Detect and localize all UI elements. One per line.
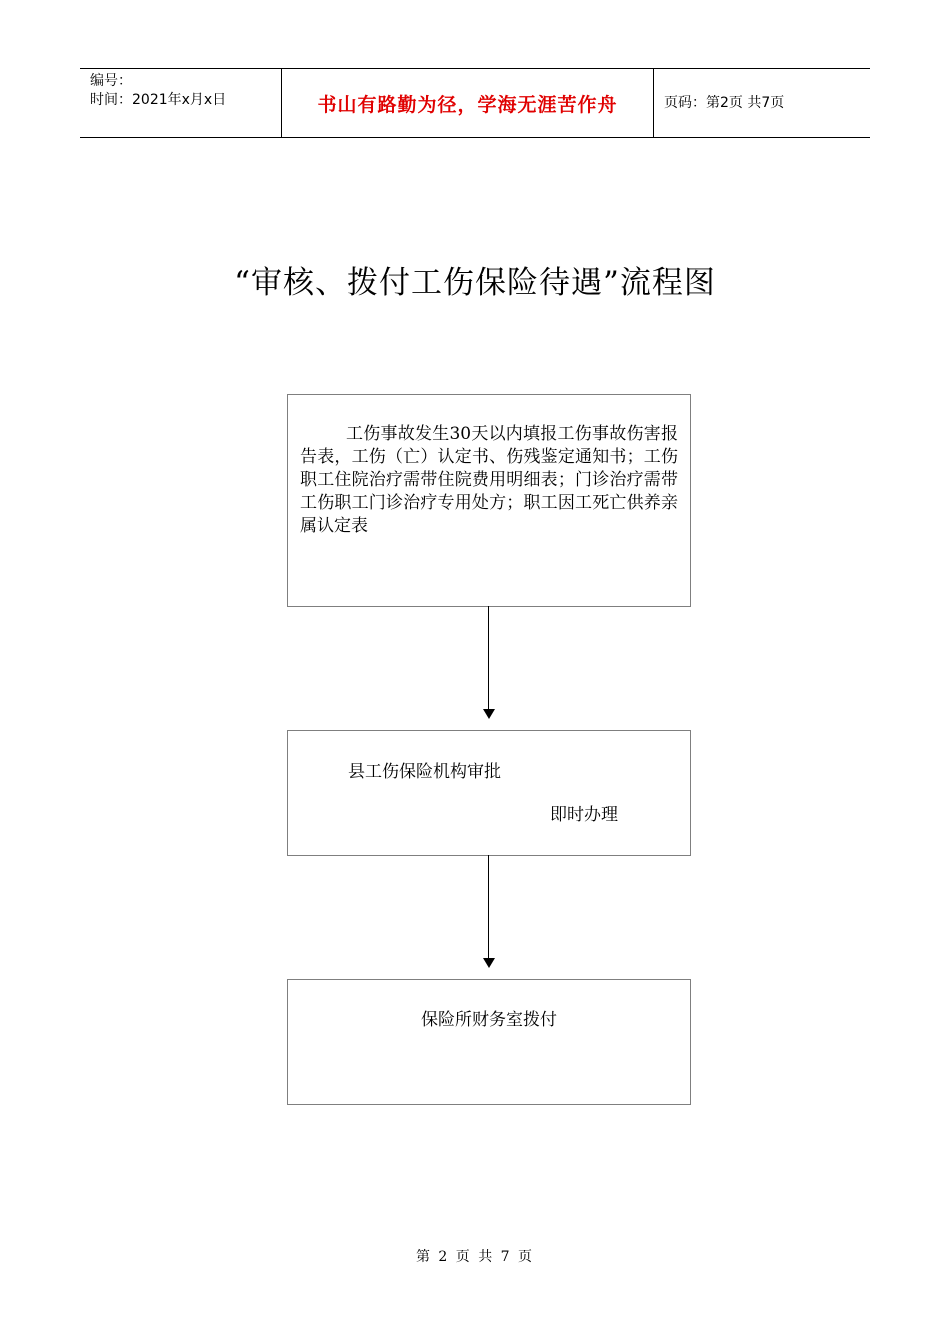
flow-step-2-note: 即时办理 [550,805,618,825]
flow-step-1-text: 工伤事故发生30天以内填报工伤事故伤害报告表，工伤（亡）认定书、伤残鉴定通知书；工伤职工住院治疗需带住院费用明细表；门诊治疗需带工伤职工门诊治疗专用处方；职工因工死亡供养亲属认定表 [300,424,678,536]
header-info-cell [80,69,282,137]
motto-text: 书山有路勤为径，学海无涯苦作舟 [317,94,618,116]
flow-step-2-title: 县工伤保险机构审批 [348,762,501,782]
header-page-info: 页码：第2页 共7页 [664,95,785,111]
document-header [80,68,870,138]
page-title: “审核、拨付工伤保险待遇”流程图 [234,265,716,301]
header-motto-cell [282,69,654,137]
date-label: 时间：2021年x月x日 [90,92,227,108]
header-page-cell [654,69,870,137]
flow-step-submit-documents [287,394,691,607]
flow-step-payment [287,979,691,1105]
page-footer: 第 2 页 共 7 页 [415,1249,535,1265]
arrow-down-icon [483,709,495,719]
arrow-down-icon [483,958,495,968]
flow-connector-1 [488,606,489,710]
flow-step-3-text: 保险所财务室拨付 [421,1010,557,1030]
number-label: 编号： [90,73,132,89]
flow-step-approval [287,730,691,856]
flow-connector-2 [488,855,489,959]
